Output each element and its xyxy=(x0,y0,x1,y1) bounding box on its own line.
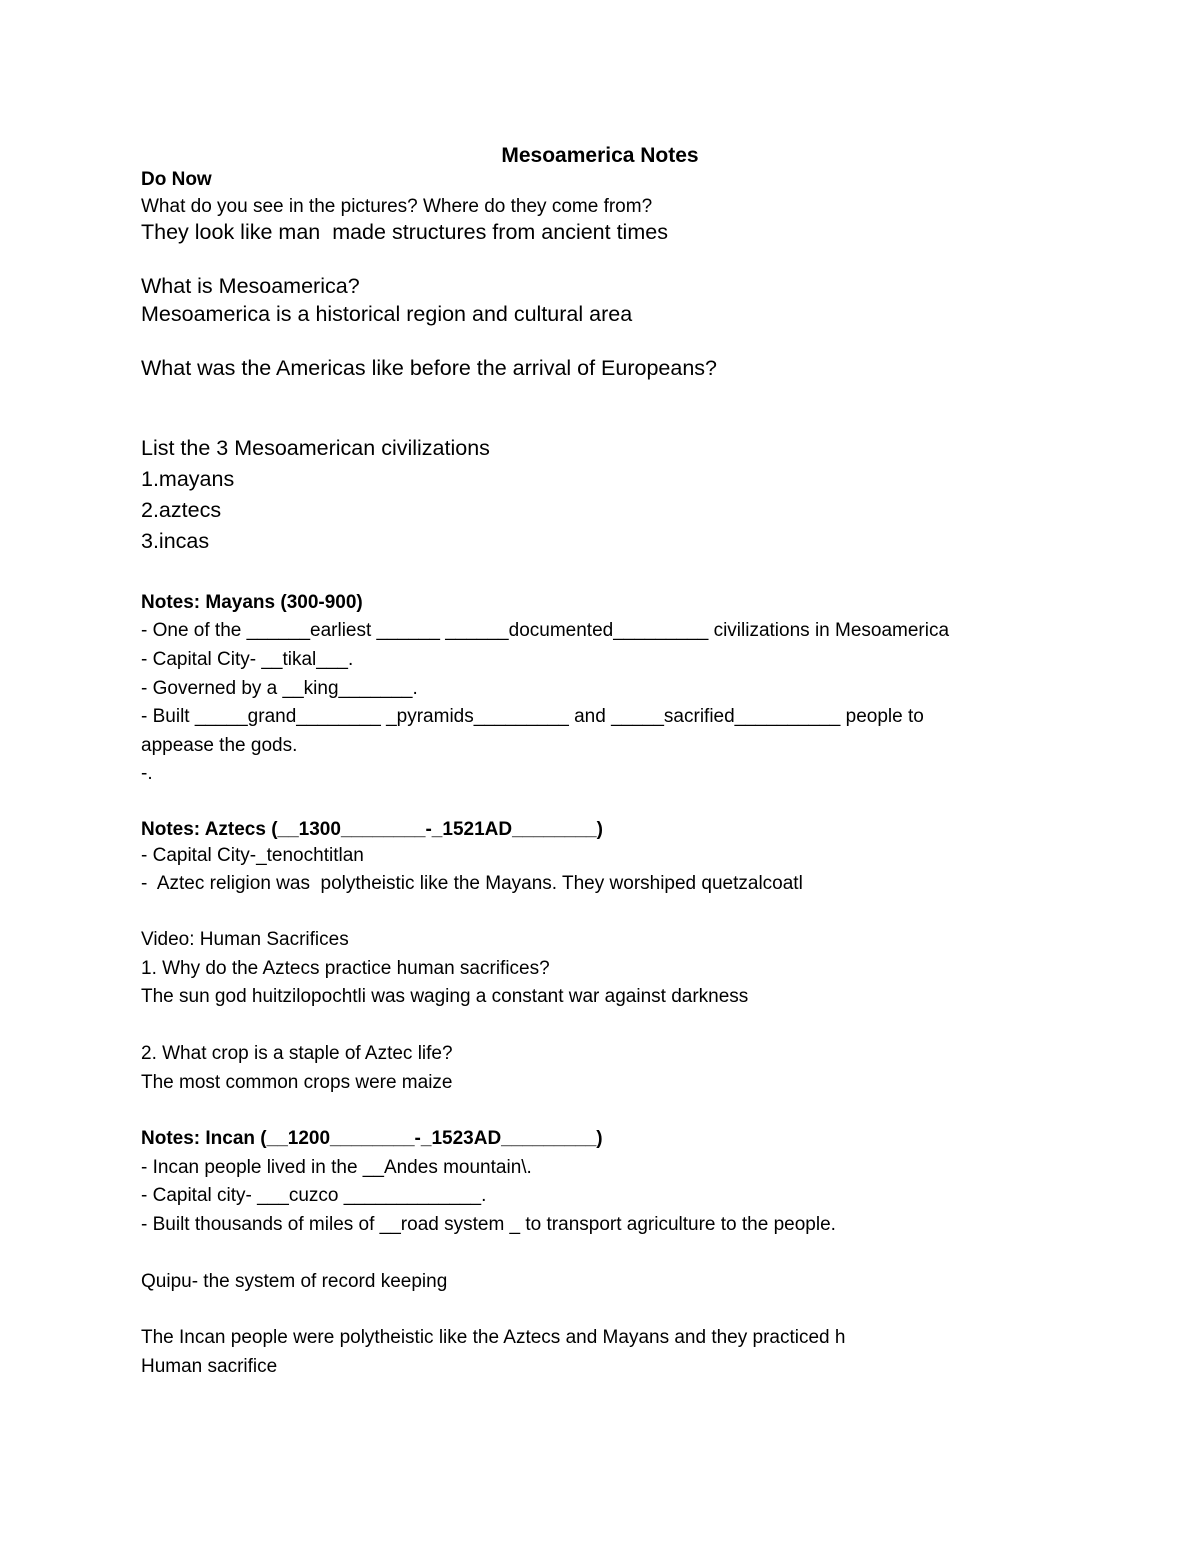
video-answer-2: The most common crops were maize xyxy=(141,1072,453,1093)
closing-line: The Incan people were polytheistic like the Aztecs and Mayans and they practiced h xyxy=(141,1327,846,1348)
civilization-item: 1.mayans xyxy=(141,467,235,491)
do-now-question-3: What was the Americas like before the arrival of Europeans? xyxy=(141,356,718,380)
video-title: Video: Human Sacrifices xyxy=(141,929,349,950)
mayans-note-line: - Built _____grand________ _pyramids_________ and _____sacrified__________ people to xyxy=(141,706,924,727)
civilization-item: 2.aztecs xyxy=(141,498,222,522)
quipu-note: Quipu- the system of record keeping xyxy=(141,1271,448,1292)
incan-note-line: - Incan people lived in the __Andes mountain\. xyxy=(141,1157,532,1178)
incan-note-line: - Capital city- ___cuzco _____________. xyxy=(141,1185,487,1206)
civilization-item: 3.incas xyxy=(141,529,210,553)
mayans-note-line: - One of the ______earliest ______ ______documented_________ civilizations in Mesoamerica xyxy=(141,620,950,641)
video-question-2: 2. What crop is a staple of Aztec life? xyxy=(141,1043,453,1064)
video-question-1: 1. Why do the Aztecs practice human sacrifices? xyxy=(141,958,550,979)
aztecs-note-line: - Capital City-_tenochtitlan xyxy=(141,845,364,866)
do-now-answer-1: They look like man made structures from ancient times xyxy=(141,220,668,244)
mayans-note-line: -. xyxy=(141,763,153,784)
video-answer-1: The sun god huitzilopochtli was waging a constant war against darkness xyxy=(141,986,749,1007)
incan-note-line: - Built thousands of miles of __road system _ to transport agriculture to the people. xyxy=(141,1214,836,1235)
mayans-note-line: appease the gods. xyxy=(141,735,298,756)
do-now-heading: Do Now xyxy=(141,169,212,190)
incan-heading: Notes: Incan (__1200________-_1523AD_________) xyxy=(141,1128,603,1149)
do-now-question-1: What do you see in the pictures? Where do they come from? xyxy=(141,196,653,217)
aztecs-heading: Notes: Aztecs (__1300________-_1521AD________) xyxy=(141,819,603,840)
mayans-note-line: - Capital City- __tikal___. xyxy=(141,649,354,670)
do-now-answer-2: Mesoamerica is a historical region and cultural area xyxy=(141,302,633,326)
aztecs-note-line: - Aztec religion was polytheistic like the Mayans. They worshiped quetzalcoatl xyxy=(141,873,803,894)
mayans-heading: Notes: Mayans (300-900) xyxy=(141,592,363,613)
do-now-question-2: What is Mesoamerica? xyxy=(141,274,360,298)
mayans-note-line: - Governed by a __king_______. xyxy=(141,678,418,699)
civilizations-prompt: List the 3 Mesoamerican civilizations xyxy=(141,436,490,460)
page-title: Mesoamerica Notes xyxy=(501,144,699,167)
closing-line: Human sacrifice xyxy=(141,1356,278,1377)
